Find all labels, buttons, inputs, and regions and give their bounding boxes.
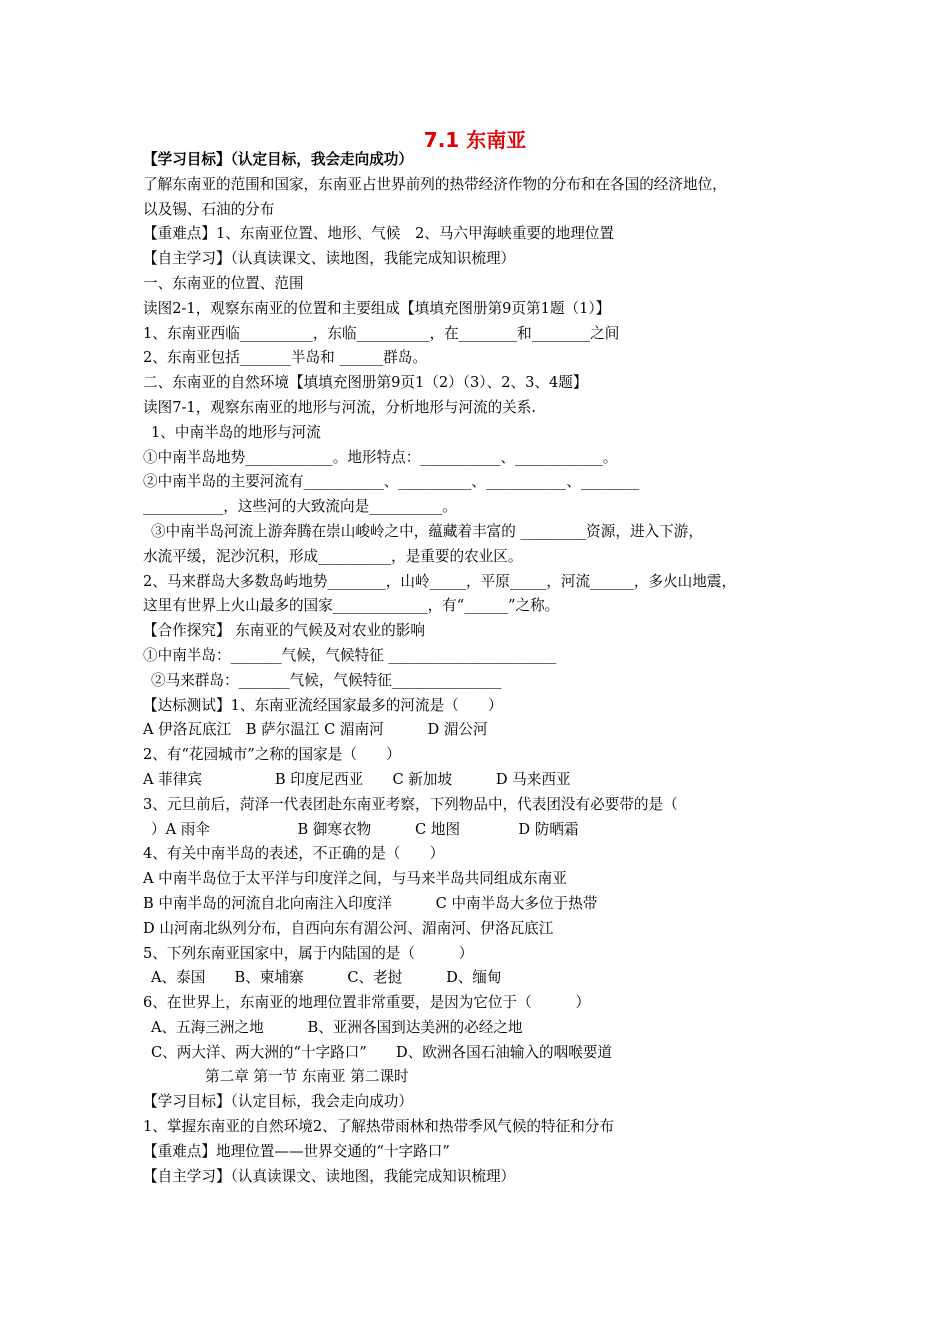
text-line: 5、下列东南亚国家中，属于内陆国的是（ ）	[143, 944, 474, 962]
text-line: 【自主学习】（认真读课文、读地图，我能完成知识梳理）	[143, 250, 516, 268]
text-line: 【自主学习】（认真读课文、读地图，我能完成知识梳理）	[143, 1167, 516, 1185]
text-line: 2、马来群岛大多数岛屿地势________，山岭_____，平原_____，河流______，多火山地震，	[143, 572, 737, 590]
text-line: 2、有“花园城市”之称的国家是（ ）	[143, 746, 401, 764]
text-line: 1、中南半岛的地形与河流	[151, 423, 321, 441]
text-line: ①中南半岛：_______气候，气候特征 _______________________	[143, 646, 557, 664]
text-line: 4、有关中南半岛的表述，不正确的是（ ）	[143, 845, 445, 863]
text-line: A、五海三洲之地 B、亚洲各国到达美洲的必经之地	[151, 1018, 523, 1036]
text-line: ①中南半岛地势____________。地形特点：___________、____________。	[143, 448, 618, 466]
text-line: B 中南半岛的河流自北向南注入印度洋 C 中南半岛大多位于热带	[143, 894, 598, 912]
text-line: 了解东南亚的范围和国家，东南亚占世界前列的热带经济作物的分布和在各国的经济地位，	[143, 175, 727, 193]
text-line: D 山河南北纵列分布，自西向东有湄公河、湄南河、伊洛瓦底江	[143, 919, 554, 937]
text-line: ②中南半岛的主要河流有___________、__________、___________、________	[143, 473, 640, 491]
text-line: ②马来群岛：_______气候，气候特征_______________	[151, 671, 502, 689]
text-line: A、泰国 B、柬埔寨 C、老挝 D、缅甸	[151, 969, 502, 987]
text-line: 【重难点】地理位置——世界交通的“十字路口”	[143, 1142, 450, 1160]
text-line: 1、掌握东南亚的自然环境2、了解热带雨林和热带季风气候的特征和分布	[143, 1118, 614, 1136]
text-line: 一、东南亚的位置、范围	[143, 274, 304, 292]
text-line: 1、东南亚西临__________，东临__________，在________和________之间	[143, 324, 620, 342]
text-line: 读图2-1，观察东南亚的位置和主要组成【填填充图册第9页第1题（1）】	[143, 299, 611, 317]
text-line: 这里有世界上火山最多的国家_____________，有“______”之称。	[143, 597, 560, 615]
text-line: ③中南半岛河流上游奔腾在崇山峻岭之中，蕴藏着丰富的 _________资源，进入下游，	[151, 522, 703, 540]
text-line: 3、元旦前后，菏泽一代表团赴东南亚考察，下列物品中，代表团没有必要带的是（	[143, 795, 678, 813]
text-line: 【达标测试】1、东南亚流经国家最多的河流是（ ）	[143, 696, 503, 714]
text-line: ___________，这些河的大致流向是__________。	[143, 498, 457, 516]
text-line: 读图7-1，观察东南亚的地形与河流，分析地形与河流的关系.	[143, 398, 536, 416]
text-line: 【学习目标】（认定目标，我会走向成功）	[143, 1093, 413, 1111]
page-title: 7.1 东南亚	[423, 128, 527, 152]
text-line: 2、东南亚包括_______半岛和 ______群岛。	[143, 349, 427, 367]
text-line: 6、在世界上，东南亚的地理位置非常重要，是因为它位于（ ）	[143, 994, 591, 1012]
text-line: 【合作探究】 东南亚的气候及对农业的影响	[143, 622, 425, 640]
text-line: A 伊洛瓦底江 B 萨尔温江 C 湄南河 D 湄公河	[143, 721, 488, 739]
text-line: 以及锡、石油的分布	[143, 200, 275, 218]
text-line: A 菲律宾 B 印度尼西亚 C 新加坡 D 马来西亚	[143, 770, 571, 788]
text-line: A 中南半岛位于太平洋与印度洋之间，与马来半岛共同组成东南亚	[143, 870, 567, 888]
text-line: 【学习目标】（认定目标，我会走向成功）	[143, 151, 413, 168]
text-line: ）A 雨伞 B 御寒衣物 C 地图 D 防晒霜	[151, 820, 579, 838]
document-body	[143, 148, 823, 1189]
text-line: 二、东南亚的自然环境【填填充图册第9页1（2）（3）、2、3、4题】	[143, 374, 588, 392]
text-line: C、两大洋、两大洲的“十字路口” D、欧洲各国石油输入的咽喉要道	[151, 1043, 613, 1061]
text-line: 【重难点】1、东南亚位置、地形、气候 2、马六甲海峡重要的地理位置	[143, 225, 614, 243]
text-line: 第二章 第一节 东南亚 第二课时	[205, 1068, 409, 1086]
text-line: 水流平缓，泥沙沉积，形成__________，是重要的农业区。	[143, 547, 523, 565]
